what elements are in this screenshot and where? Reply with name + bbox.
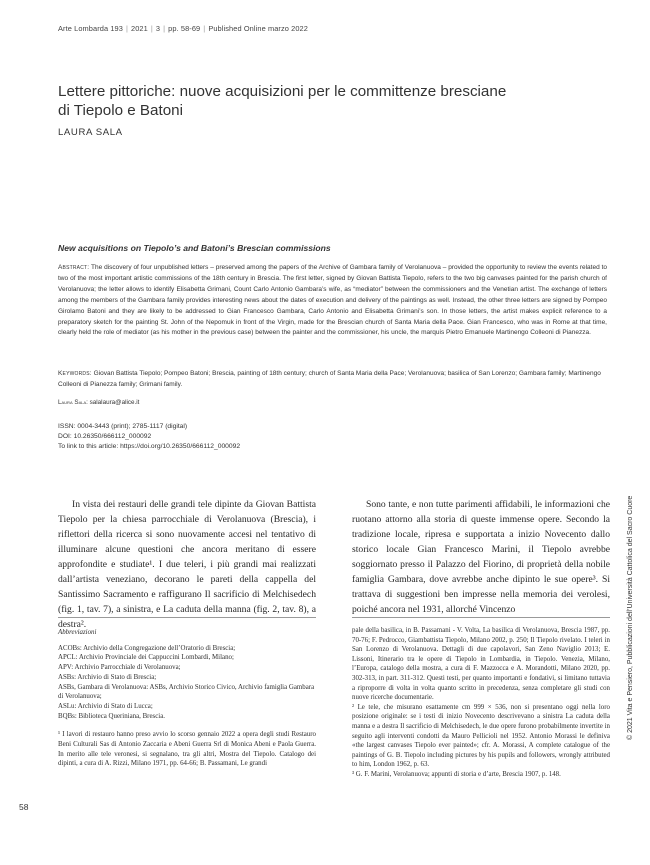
- article-title-line-1: Lettere pittoriche: nuove acquisizioni per le committenze bresciane: [58, 83, 507, 100]
- notes-column-left: [58, 628, 316, 769]
- footnote-1: ¹ I lavori di restauro hanno preso avvio lo scorso gennaio 2022 a opera degli studi Restauro Beni Culturali Sas di Antonio Zaccaria e Abeni Guerra Srl di Monica Abeni e Paola Guerra. In merito alle tele veronesi, si segnalano, tra gli altri, Mostra del Tiepolo. Catalogo dei dipinti, a cura di A. Rizzi, Milano 1971, pp. 64-66; B. Passamani, Le grandi: [58, 731, 316, 768]
- keywords: [58, 369, 607, 391]
- abbreviation-item: APCL: Archivio Provinciale dei Cappuccini Lombardi, Milano;: [58, 654, 234, 662]
- footnote-divider: [58, 617, 316, 618]
- footnote-2: ² Le tele, che misurano esattamente cm 999 × 536, non si presentano oggi nella loro posizione originale: se i testi di inizio Novecento descrivevano a sinistra La caduta della manna e a destra Il sacrificio di Melchisedech, le due opere furono probabilmente invertite in seguito agli interventi condotti da Mauro Pellicioli nel 1952. Antonio Morassi le definiva «the largest canvases Tiepolo ever painted»; cfr. A. Morassi, A complete catalogue of the paintings of G. B. Tiepolo including pictures by his pupils and followers, wrongly attributed to him, London 1962, p. 63.: [352, 703, 610, 769]
- published-date: Published Online marzo 2022: [208, 24, 308, 33]
- abbreviation-item: ASLu: Archivio di Stato di Lucca;: [58, 703, 153, 711]
- abbreviations-list: [58, 644, 316, 722]
- abstract: [58, 263, 607, 339]
- keywords-label: Keywords:: [58, 370, 92, 377]
- doi: DOI: 10.26350/666112_000092: [58, 433, 152, 441]
- body-column-right: [352, 497, 610, 617]
- journal-name: Arte Lombarda 193: [58, 24, 123, 33]
- abbreviation-item: APV: Archivio Parrocchiale di Verolanuova;: [58, 664, 181, 672]
- abbreviation-item: ACOBs: Archivio della Congregazione dell’Oratorio di Brescia;: [58, 644, 236, 652]
- email-label: Laura Sala:: [58, 399, 88, 406]
- author-email: [58, 399, 139, 406]
- article-title-line-2: di Tiepolo e Batoni: [58, 102, 183, 119]
- journal-pages: pp. 58-69: [168, 24, 201, 33]
- author-name: LAURA SALA: [58, 127, 123, 138]
- keywords-text: Giovan Battista Tiepolo; Pompeo Batoni; Brescia, painting of 18th century; church of Santa Maria della Pace; Verolanuova; basilica of San Lorenzo; Gambara family; Martinengo Colleoni di Pianezza family; Grimani family.: [58, 370, 601, 388]
- journal-year: 2021: [131, 24, 148, 33]
- copyright-credit: © 2021 Vita e Pensiero, Pubblicazioni dell’Università Cattolica del Sacro Cuore: [627, 495, 634, 740]
- abbreviations-title: Abbreviazioni: [58, 629, 97, 636]
- article-link[interactable]: To link to this article: https://doi.org/10.26350/666112_000092: [58, 443, 241, 451]
- body-column-left: [58, 497, 316, 632]
- footnote-divider: [352, 617, 610, 618]
- abbreviation-item: ASBs: Archivio di Stato di Brescia;: [58, 673, 157, 681]
- article-title: [58, 82, 618, 120]
- abbreviation-item: ASBs, Gambara di Verolanuova: ASBs, Archivio Storico Civico, Archivio famiglia Gambara di Verolanuova;: [58, 683, 315, 701]
- running-head: Arte Lombarda 193 | 2021 | 3 | pp. 58-69 | Published Online marzo 2022: [58, 24, 308, 33]
- footnote-3: ³ G. F. Marini, Verolanuova; appunti di storia e d’arte, Brescia 1907, p. 148.: [352, 770, 561, 778]
- body-paragraph: Sono tante, e non tutte parimenti affidabili, le informazioni che ruotano attorno alla storia di queste immense opere. Secondo la tradizione locale, ripresa e supportata a inizio Novecento dallo storico locale Gian Francesco Marini, il Tiepolo avrebbe soggiornato presso il Palazzo del Fiorino, di proprietà della nobile famiglia Gambara, dove avrebbe anche dipinto le sue opere³. Si trattava di suggestioni ben impresse nella memoria dei verolesi, poiché ancora nel 1931, allorché Vincenzo: [352, 499, 610, 615]
- email-address[interactable]: salalaura@alice.it: [89, 399, 140, 406]
- notes-column-right: [352, 626, 610, 780]
- body-paragraph: In vista dei restauri delle grandi tele dipinte da Giovan Battista Tiepolo per la chiesa parrocchiale di Verolanuova (Brescia), i riflettori della ricerca si sono nuovamente accesi nel tentativo di illuminare alcune questioni che ancora meritano di essere approfondite e studiate¹. I due teleri, i più grandi mai realizzati dall’artista veneziano, decorano le pareti della cappella del Santissimo Sacramento e raffigurano Il sacrificio di Melchisedech (fig. 1, tav. 7), a sinistra, e La caduta della manna (fig. 2, tav. 8), a destra².: [58, 499, 316, 630]
- abstract-label: Abstract:: [58, 264, 90, 271]
- footnote-1-continuation: pale della basilica, in B. Passamani - V. Volta, La basilica di Verolanuova, Brescia 1987, pp. 70-76; F. Pedrocco, Giambattista Tiepolo, Milano 2002, p. 250; Il Tiepolo rivelato. I teleri in San Lorenzo di Verolanuova. Dettagli di due capolavori, San Zeno Naviglio 2013; E. Lissoni, Itinerario tra le opere di Tiepolo in Lombardia, in Tiepolo. Venezia, Milano, l’Europa, catalogo della mostra, a cura di F. Mazzocca e A. Morandotti, Milano 2020, pp. 302-313, in part. 311-312. Questi testi, per quanto importanti e fondativi, si limitano tuttavia a riproporre di volta in volta quanto scritto in precedenza, senza completare gli studi con nuove ricerche documentarie.: [352, 627, 610, 702]
- abstract-text: The discovery of four unpublished letters – preserved among the papers of the Archive of Gambara family of Verolanuova – provided the opportunity to review the events related to two of the most important artistic commissions of the 18th century in Brescia. The first letter, signed by Giovan Battista Tiepolo, refers to the two big canvases painted for the parish church of Verolanuova; the letter allows to identify Elisabetta Grimani, Count Carlo Antonio Gambara’s wife, as “mediator” between the commissioners and the Venetian artist. The exchange of letters among the members of the Gambara family provides interesting news about the dates of execution and delivery of the paintings as well. Instead, the other three letters are signed by Pompeo Girolamo Batoni and they are likely to be addressed to Gian Francesco Gambara, Carlo Antonio and Elisabetta Grimani’s son. In those letters, the artist makes explicit reference to a preparatory sketch for the painting St. John of the Nepomuk in front of the Virgin, made for the Brescian church of Santa Maria della Pace. Gian Francesco, who was in Rome at that time, clearly held the role of mediator (as his mother in the previous case) between the painter and the commissioner, his uncle, the marquis Pietro Emanuele Martinengo Colleoni di Pianezza.: [58, 264, 607, 337]
- journal-issue: 3: [155, 24, 161, 33]
- issn: ISSN: 0004-3443 (print); 2785-1117 (digital): [58, 423, 188, 430]
- english-title: New acquisitions on Tiepolo’s and Batoni’s Brescian commissions: [58, 243, 331, 253]
- abbreviation-item: BQBs: Biblioteca Queriniana, Brescia.: [58, 712, 165, 720]
- page-number: 58: [19, 802, 29, 812]
- publication-meta: [58, 422, 240, 453]
